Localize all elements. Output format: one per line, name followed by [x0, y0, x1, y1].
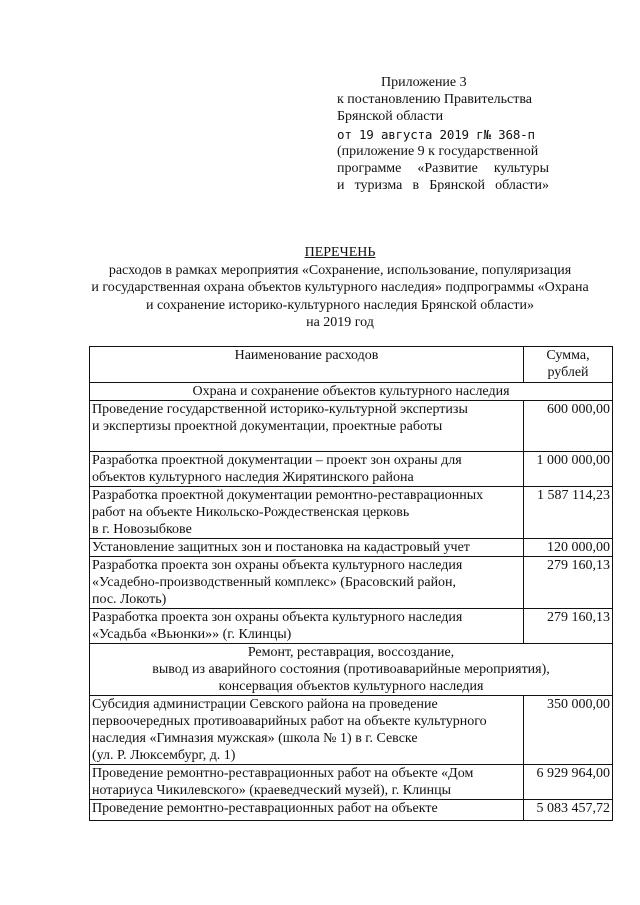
- expense-amount: 6 929 964,00: [524, 765, 613, 800]
- expense-line: Проведение государственной историко-культурной экспертизы: [92, 402, 468, 417]
- appendix-word: программе: [337, 161, 402, 177]
- heading-line: и сохранение историко-культурного наследия Брянской области»: [145, 297, 535, 313]
- expense-line: Разработка проектной документации ремонтно-реставрационных: [92, 488, 484, 503]
- appendix-word: в: [412, 178, 420, 194]
- table-row: [90, 452, 613, 487]
- appendix-word: культуры: [493, 161, 549, 177]
- section-title: Охрана и сохранение объектов культурного наследия: [90, 383, 613, 401]
- expense-line: Субсидия администрации Севского района на проведение: [92, 697, 438, 712]
- table-row: [90, 765, 613, 800]
- appendix-line: [337, 177, 549, 194]
- appendix-word: области»: [495, 178, 549, 194]
- expense-line: в г. Новозыбкове: [92, 522, 192, 537]
- expense-amount: 279 160,13: [524, 557, 613, 609]
- expense-line: наследия «Гимназия мужская» (школа № 1) в г. Севске: [92, 731, 418, 746]
- appendix-line: к постановлению Правительства: [337, 92, 533, 108]
- expense-line: Установление защитных зон и постановка на кадастровый учет: [92, 540, 470, 555]
- expense-amount: 1 000 000,00: [524, 452, 613, 487]
- table-row: [90, 800, 613, 821]
- expense-name: [90, 452, 524, 487]
- expense-amount: 350 000,00: [524, 696, 613, 765]
- heading-line: расходов в рамках мероприятия «Сохранение, использование, популяризация: [108, 262, 572, 278]
- expense-line: работ на объекте Никольско-Рождественская церковь: [92, 505, 410, 520]
- appendix-line: Брянской области: [337, 109, 444, 125]
- expense-amount: 5 083 457,72: [524, 800, 613, 821]
- expense-line: Разработка проектной документации – проект зон охраны для: [92, 453, 462, 468]
- section-title: [90, 644, 613, 696]
- expense-line: Разработка проекта зон охраны объекта культурного наследия: [92, 558, 463, 573]
- expense-name: [90, 401, 524, 452]
- expense-name: [90, 609, 524, 644]
- appendix-word: Брянской: [429, 178, 486, 194]
- appendix-line: (приложение 9 к государственной: [337, 143, 539, 159]
- expense-amount: 600 000,00: [524, 401, 613, 452]
- section-row: [90, 644, 613, 696]
- section-line: Ремонт, реставрация, воссоздание,: [247, 645, 455, 660]
- table-header-row: [90, 347, 613, 383]
- expense-name: [90, 800, 524, 821]
- header-sum: [524, 347, 613, 383]
- table-row: [90, 487, 613, 539]
- expense-line: пос. Локоть): [92, 592, 167, 607]
- expense-amount: 120 000,00: [524, 539, 613, 557]
- appendix-line: [337, 160, 549, 177]
- expense-line: (ул. Р. Люксембург, д. 1): [92, 748, 236, 763]
- appendix-date-number: от 19 августа 2019 г№ 368-п: [337, 126, 535, 142]
- expense-line: первоочередных противоаварийных работ на объекте культурного: [92, 714, 487, 729]
- expense-line: объектов культурного наследия Жирятинского района: [92, 470, 414, 485]
- appendix-title: Приложение 3: [381, 75, 467, 90]
- expense-name: [90, 557, 524, 609]
- section-row: [90, 383, 613, 401]
- expense-line: «Усадебно-производственный комплекс» (Брасовский район,: [92, 575, 457, 590]
- expenses-table: [89, 346, 613, 821]
- expense-name: [90, 696, 524, 765]
- table-row: [90, 539, 613, 557]
- heading-line: на 2019 год: [306, 315, 374, 330]
- header-sum-line: рублей: [547, 365, 589, 380]
- table-row: [90, 557, 613, 609]
- expense-line: «Усадьба «Вьюнки»» (г. Клинцы): [92, 627, 292, 642]
- expense-name: [90, 765, 524, 800]
- header-sum-line: Сумма,: [546, 348, 590, 363]
- expense-line: и экспертизы проектной документации, проектные работы: [92, 419, 443, 434]
- appendix-word: туризма: [354, 178, 403, 194]
- section-line: вывод из аварийного состояния (противоаварийные мероприятия),: [152, 662, 550, 677]
- appendix-block: [337, 74, 607, 194]
- table-row: [90, 401, 613, 452]
- heading-line: и государственная охрана объектов культурного наследия» подпрограммы «Охрана: [91, 280, 589, 295]
- appendix-word: «Развитие: [417, 161, 478, 177]
- expense-line: Проведение ремонтно-реставрационных работ на объекте «Дом: [92, 766, 474, 781]
- document-heading: [60, 244, 620, 332]
- expense-amount: 279 160,13: [524, 609, 613, 644]
- table-row: [90, 609, 613, 644]
- table-row: [90, 696, 613, 765]
- expense-line: Проведение ремонтно-реставрационных работ на объекте: [92, 801, 438, 816]
- expense-name: [90, 539, 524, 557]
- expense-amount: 1 587 114,23: [524, 487, 613, 539]
- header-name: Наименование расходов: [90, 347, 524, 383]
- expense-line: Разработка проекта зон охраны объекта культурного наследия: [92, 610, 463, 625]
- expense-line: нотариуса Чикилевского» (краеведческий музей), г. Клинцы: [92, 783, 452, 798]
- document-title: ПЕРЕЧЕНЬ: [304, 245, 376, 260]
- section-line: консервация объектов культурного наследия: [218, 679, 484, 694]
- expense-name: [90, 487, 524, 539]
- appendix-word: и: [337, 178, 345, 194]
